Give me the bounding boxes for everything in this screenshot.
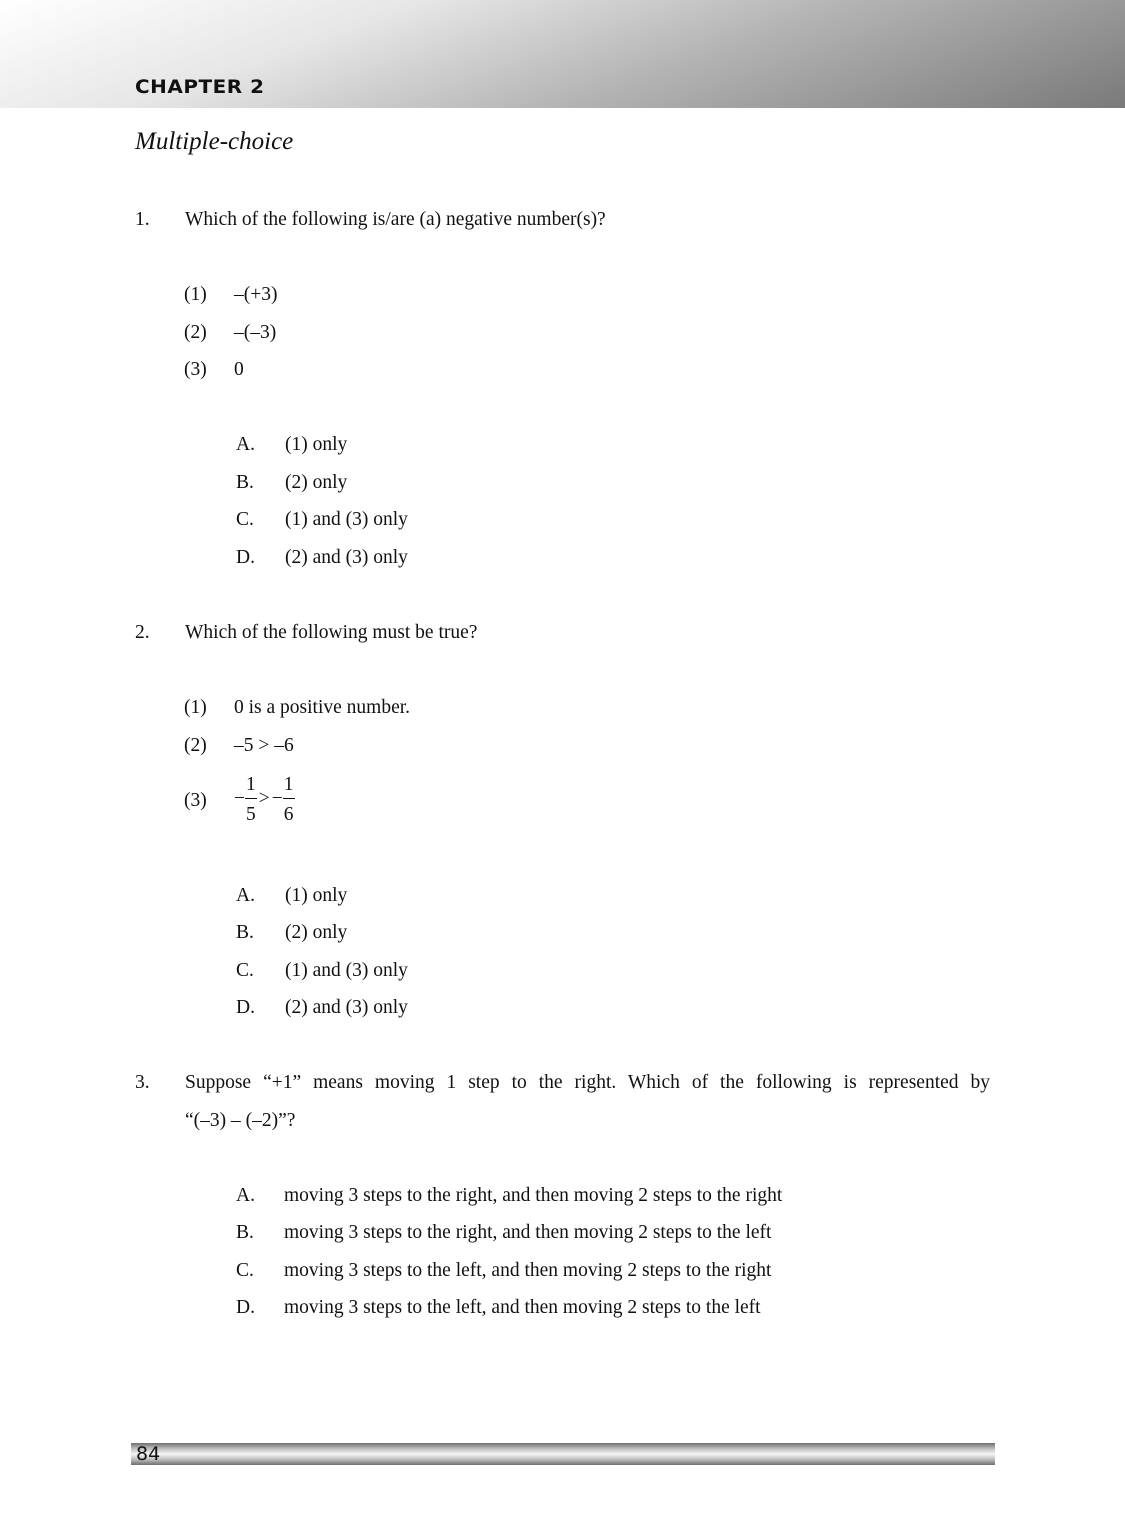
option-text: (2) only: [285, 922, 348, 943]
option-label: D.: [236, 547, 255, 568]
fraction: [283, 775, 295, 824]
fraction: [245, 775, 257, 824]
statement-label: (2): [184, 735, 207, 756]
statement-text: 0: [234, 359, 244, 380]
option-text: (1) and (3) only: [285, 509, 408, 530]
section-title: Multiple-choice: [135, 128, 294, 155]
option-text: (2) and (3) only: [285, 547, 408, 568]
statement-label: (1): [184, 284, 207, 305]
option-label: A.: [236, 434, 255, 455]
fraction-inequality: [234, 775, 295, 824]
statement-label: (2): [184, 322, 207, 343]
chapter-heading: CHAPTER 2: [135, 76, 265, 98]
option-text: moving 3 steps to the left, and then moving 2 steps to the left: [284, 1297, 761, 1318]
minus-sign: −: [271, 787, 283, 809]
option-text: (1) only: [285, 885, 348, 906]
option-label: C.: [236, 960, 254, 981]
denominator: 6: [283, 803, 294, 825]
option-label: D.: [236, 1297, 255, 1318]
question-text: Which of the following is/are (a) negative number(s)?: [185, 209, 606, 230]
statement-label: (3): [184, 359, 207, 380]
statement-text: –(–3): [234, 322, 277, 343]
option-label: A.: [236, 885, 255, 906]
option-label: B.: [236, 922, 254, 943]
option-label: B.: [236, 472, 254, 493]
denominator: 5: [246, 803, 256, 825]
question-text: Which of the following must be true?: [185, 622, 478, 643]
option-label: A.: [236, 1185, 255, 1206]
option-text: moving 3 steps to the right, and then moving 2 steps to the right: [284, 1185, 783, 1206]
option-label: B.: [236, 1222, 254, 1243]
statement-text: –(+3): [234, 284, 278, 305]
numerator: 1: [283, 775, 295, 799]
option-text: (2) and (3) only: [285, 997, 408, 1018]
option-text: (1) and (3) only: [285, 960, 408, 981]
option-label: D.: [236, 997, 255, 1018]
numerator: 1: [245, 775, 257, 799]
statement-label: (1): [184, 697, 207, 718]
option-text: (2) only: [285, 472, 348, 493]
question-number: 3.: [135, 1072, 150, 1093]
option-text: moving 3 steps to the left, and then moving 2 steps to the right: [284, 1260, 772, 1281]
footer-bar: [131, 1443, 995, 1465]
option-label: C.: [236, 1260, 254, 1281]
question-number: 2.: [135, 622, 150, 643]
question-number: 1.: [135, 209, 150, 230]
question-text-continued: “(–3) – (–2)”?: [185, 1110, 296, 1131]
option-label: C.: [236, 509, 254, 530]
statement-text: –5 > –6: [234, 735, 294, 756]
question-text: Suppose “+1” means moving 1 step to the right. Which of the following is represented by: [185, 1072, 990, 1093]
option-text: (1) only: [285, 434, 348, 455]
greater-than: >: [258, 787, 270, 809]
option-text: moving 3 steps to the right, and then moving 2 steps to the left: [284, 1222, 772, 1243]
statement-text: 0 is a positive number.: [234, 697, 411, 718]
minus-sign: −: [234, 787, 245, 809]
statement-label: (3): [184, 790, 207, 811]
page-number: 84: [136, 1443, 161, 1465]
